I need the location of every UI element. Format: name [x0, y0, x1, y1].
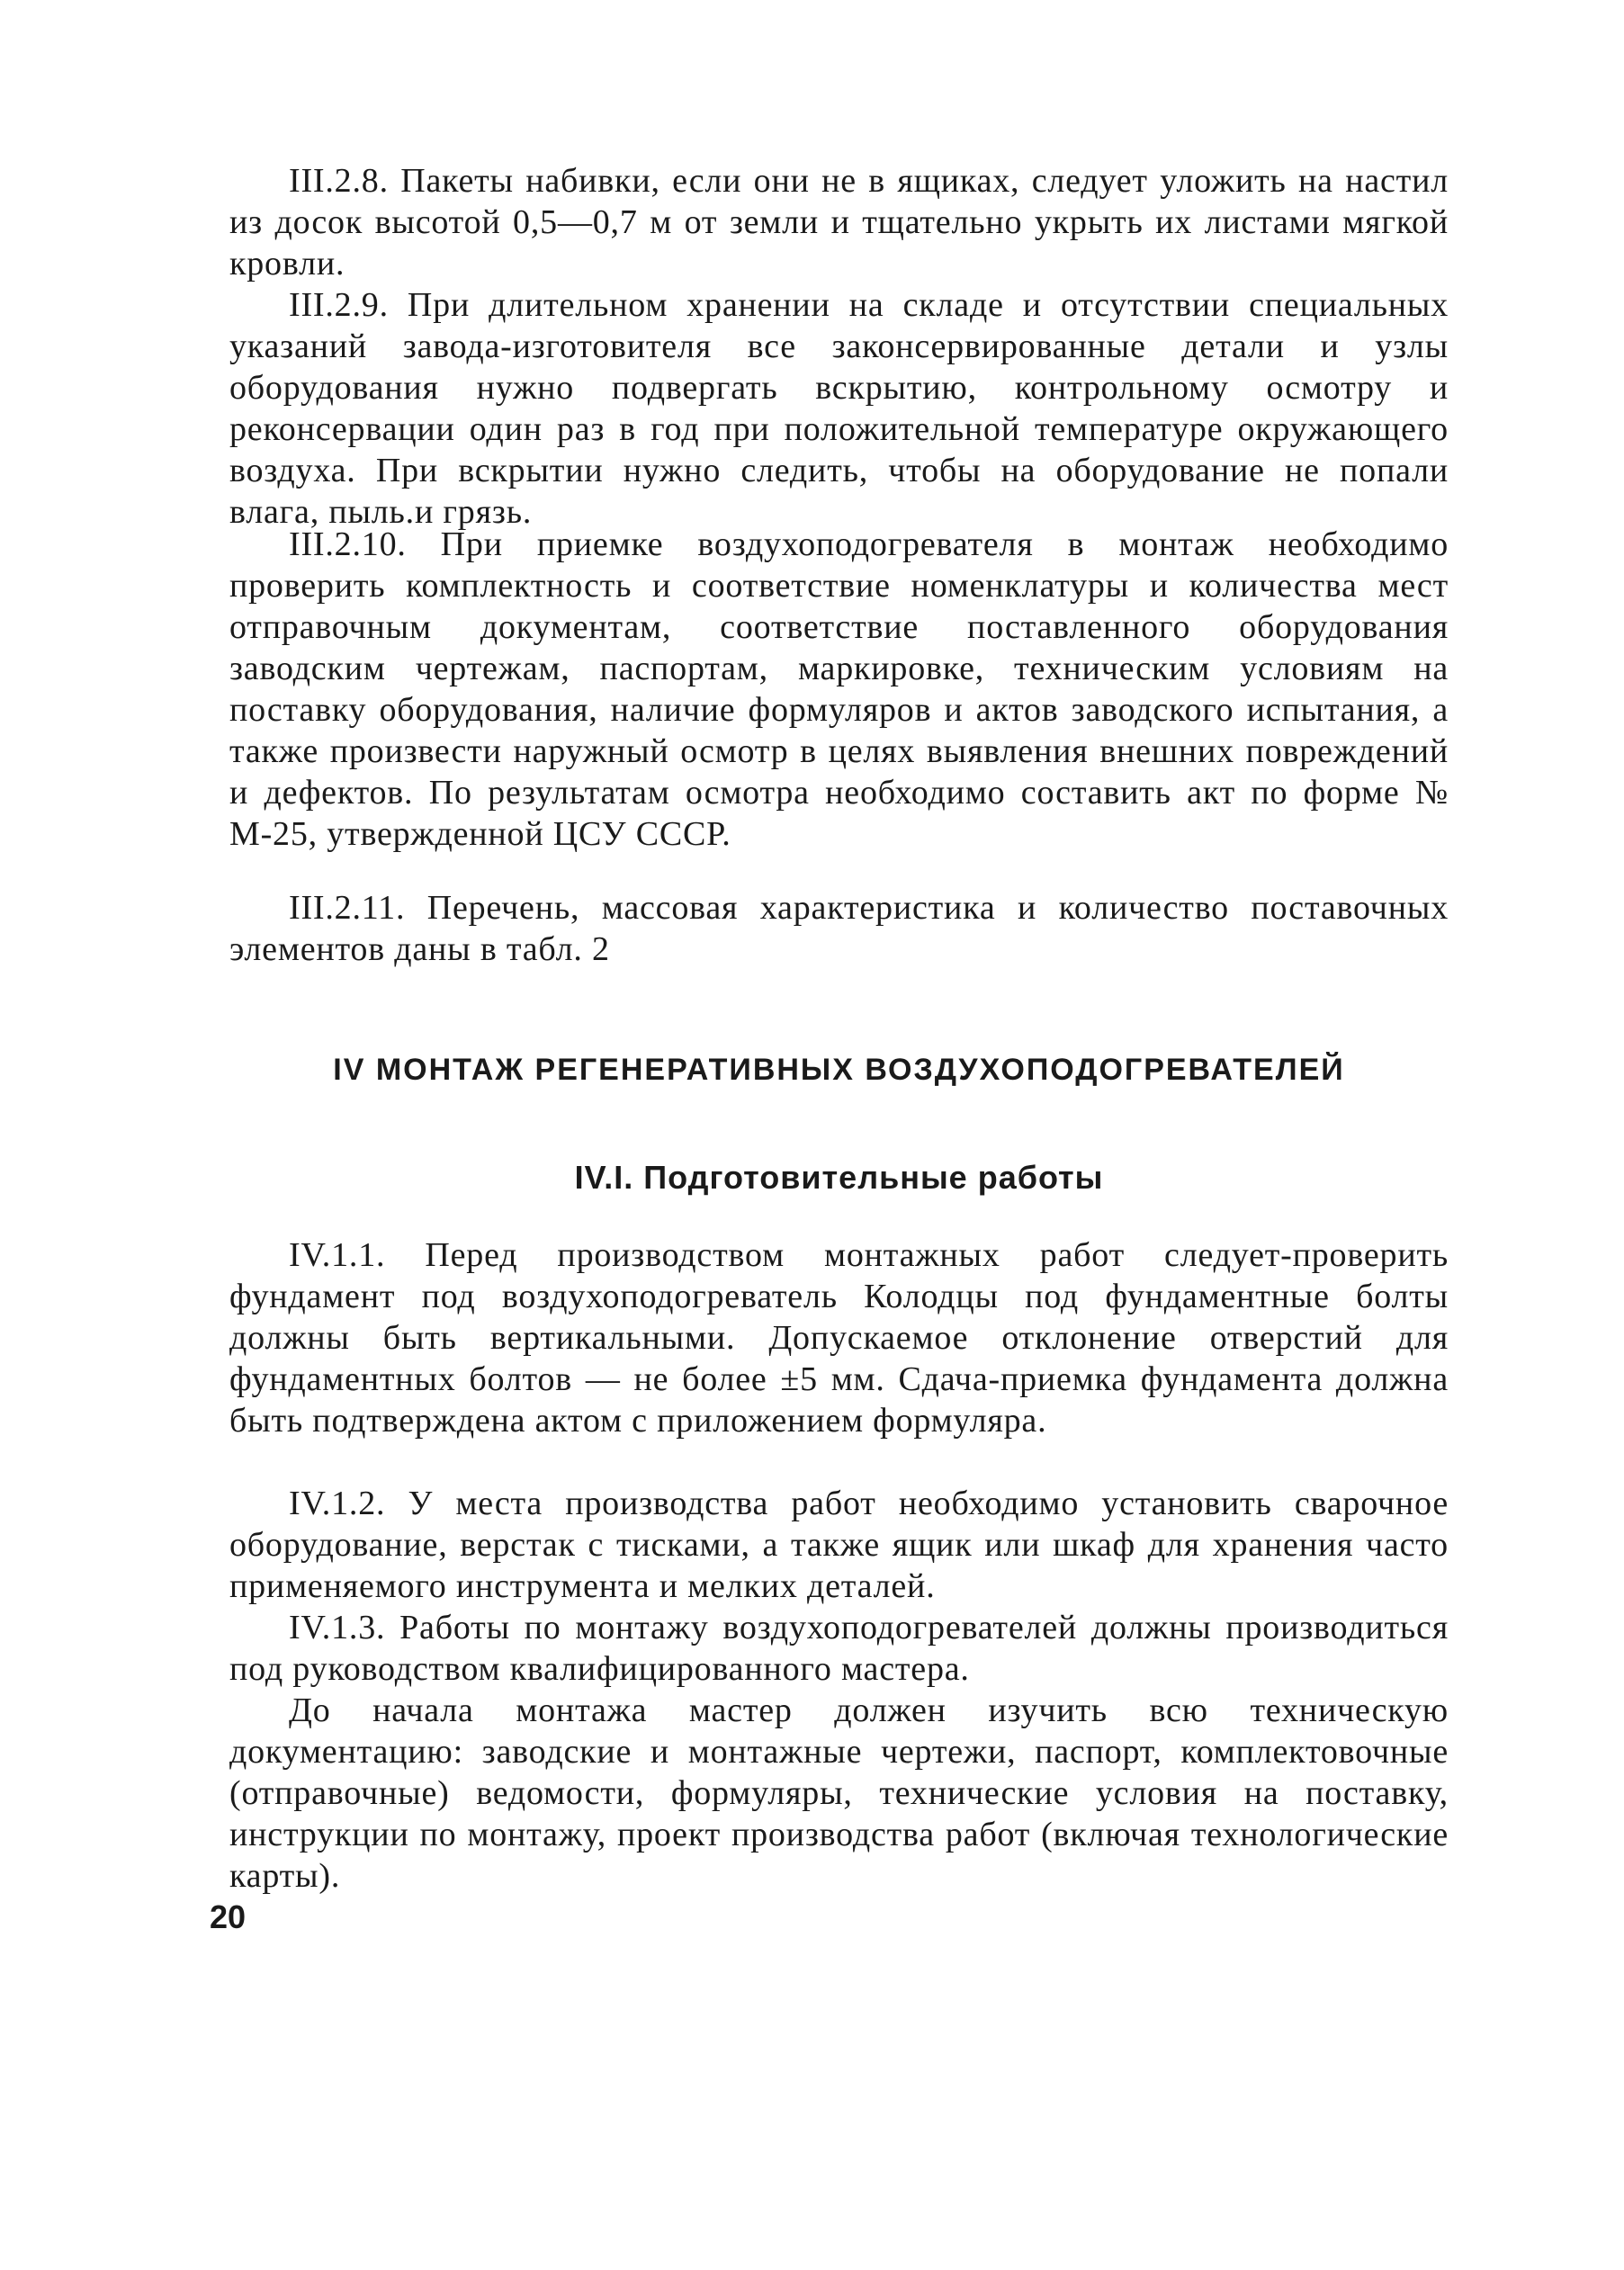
- paragraph-iii-2-10: III.2.10. При приемке воздухоподогревателя в монтаж необходимо проверить комплектность и соответствие номенклатуры и количества мест отправочным документам, соответствие поставленного оборудования заводским чертежам, паспортам, маркировке, техническим условиям на поставку оборудования, наличие формуляров и актов заводского испытания, а также произвести наружный осмотр в целях выявления внешних повреждений и дефектов. По результатам осмотра необходимо составить акт по форме № М-25, утвержденной ЦСУ СССР.: [229, 525, 1449, 853]
- paragraph-iii-2-9: III.2.9. При длительном хранении на складе и отсутствии специальных указаний завода-изготовителя все законсервированные детали и узлы оборудования нужно подвергать вскрытию, контрольному осмотру и реконсервации один раз в год при положительной температуре окружающего воздуха. При вскрытии нужно следить, чтобы на оборудование не попали влага, пыль.и грязь.: [229, 286, 1449, 531]
- paragraph-iv-1-2: IV.1.2. У места производства работ необходимо установить сварочное оборудование, верстак с тисками, а также ящик или шкаф для хранения часто применяемого инструмента и мелких деталей.: [229, 1485, 1449, 1605]
- paragraph-iv-1-3: IV.1.3. Работы по монтажу воздухоподогревателей должны производиться под руководством квалифицированного мастера.: [229, 1609, 1449, 1688]
- subsection-heading: IV.I. Подготовительные работы: [574, 1159, 1104, 1196]
- paragraph-iv-1-1: IV.1.1. Перед производством монтажных работ следует-проверить фундамент под воздухоподогреватель Колодцы под фундаментные болты должны быть вертикальными. Допускаемое отклонение отверстий для фундаментных болтов — не более ±5 мм. Сдача-приемка фундамента должна быть подтверждена актом с приложением формуляра.: [229, 1236, 1449, 1440]
- section-heading: IV МОНТАЖ РЕГЕНЕРАТИВНЫХ ВОЗДУХОПОДОГРЕВАТЕЛЕЙ: [333, 1053, 1345, 1087]
- paragraph-iii-2-8: III.2.8. Пакеты набивки, если они не в ящиках, следует уложить на настил из досок высотой 0,5—0,7 м от земли и тщательно укрыть их листами мягкой кровли.: [229, 162, 1449, 283]
- paragraph-preparation: До начала монтажа мастер должен изучить всю техническую документацию: заводские и монтажные чертежи, паспорт, комплектовочные (отправочные) ведомости, формуляры, технические условия на поставку, инструкции по монтажу, проект производства работ (включая технологические карты).: [229, 1691, 1449, 1895]
- paragraph-iii-2-11: III.2.11. Перечень, массовая характеристика и количество поставочных элементов даны в табл. 2: [229, 889, 1449, 968]
- page-number: 20: [210, 1898, 247, 1935]
